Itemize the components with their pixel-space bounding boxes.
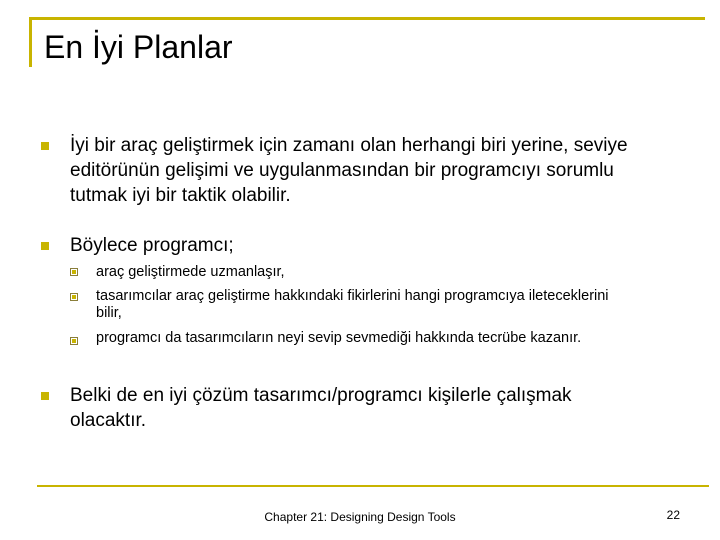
sub-bullet-icon xyxy=(70,337,78,345)
bullet-3-line-1: Belki de en iyi çözüm tasarımcı/programcı kişilerle çalışmak xyxy=(70,385,572,406)
sub-bullet-icon xyxy=(70,293,78,301)
bullet-3-line-2: olacaktır. xyxy=(70,410,147,431)
bullet-1-line-2: editörünün gelişimi ve uygulanmasından bir programcıyı sorumlu xyxy=(70,160,614,181)
footer-chapter-title: Chapter 21: Designing Design Tools xyxy=(264,510,456,524)
title-frame-top-rule xyxy=(29,17,705,20)
square-bullet-icon xyxy=(41,242,49,250)
bullet-2-line-1: Böylece programcı; xyxy=(70,235,234,256)
square-bullet-icon xyxy=(41,142,49,150)
slide-title: En İyi Planlar xyxy=(44,29,233,65)
sub-item-2-line-2: bilir, xyxy=(96,305,122,321)
square-bullet-icon xyxy=(41,392,49,400)
sub-item-2-line-1: tasarımcılar araç geliştirme hakkındaki fikirlerini hangi programcıya ileteceklerini xyxy=(96,288,609,304)
footer-rule xyxy=(37,485,709,487)
sub-item-1-line-1: araç geliştirmede uzmanlaşır, xyxy=(96,264,285,280)
sub-item-3-line-1: programcı da tasarımcıların neyi sevip sevmediği hakkında tecrübe kazanır. xyxy=(96,330,582,346)
page-number: 22 xyxy=(666,508,680,522)
bullet-1-line-3: tutmak iyi bir taktik olabilir. xyxy=(70,185,291,206)
bullet-1-line-1: İyi bir araç geliştirmek için zamanı olan herhangi biri yerine, seviye xyxy=(70,135,628,156)
sub-bullet-icon xyxy=(70,268,78,276)
title-frame-left-rule xyxy=(29,17,32,67)
